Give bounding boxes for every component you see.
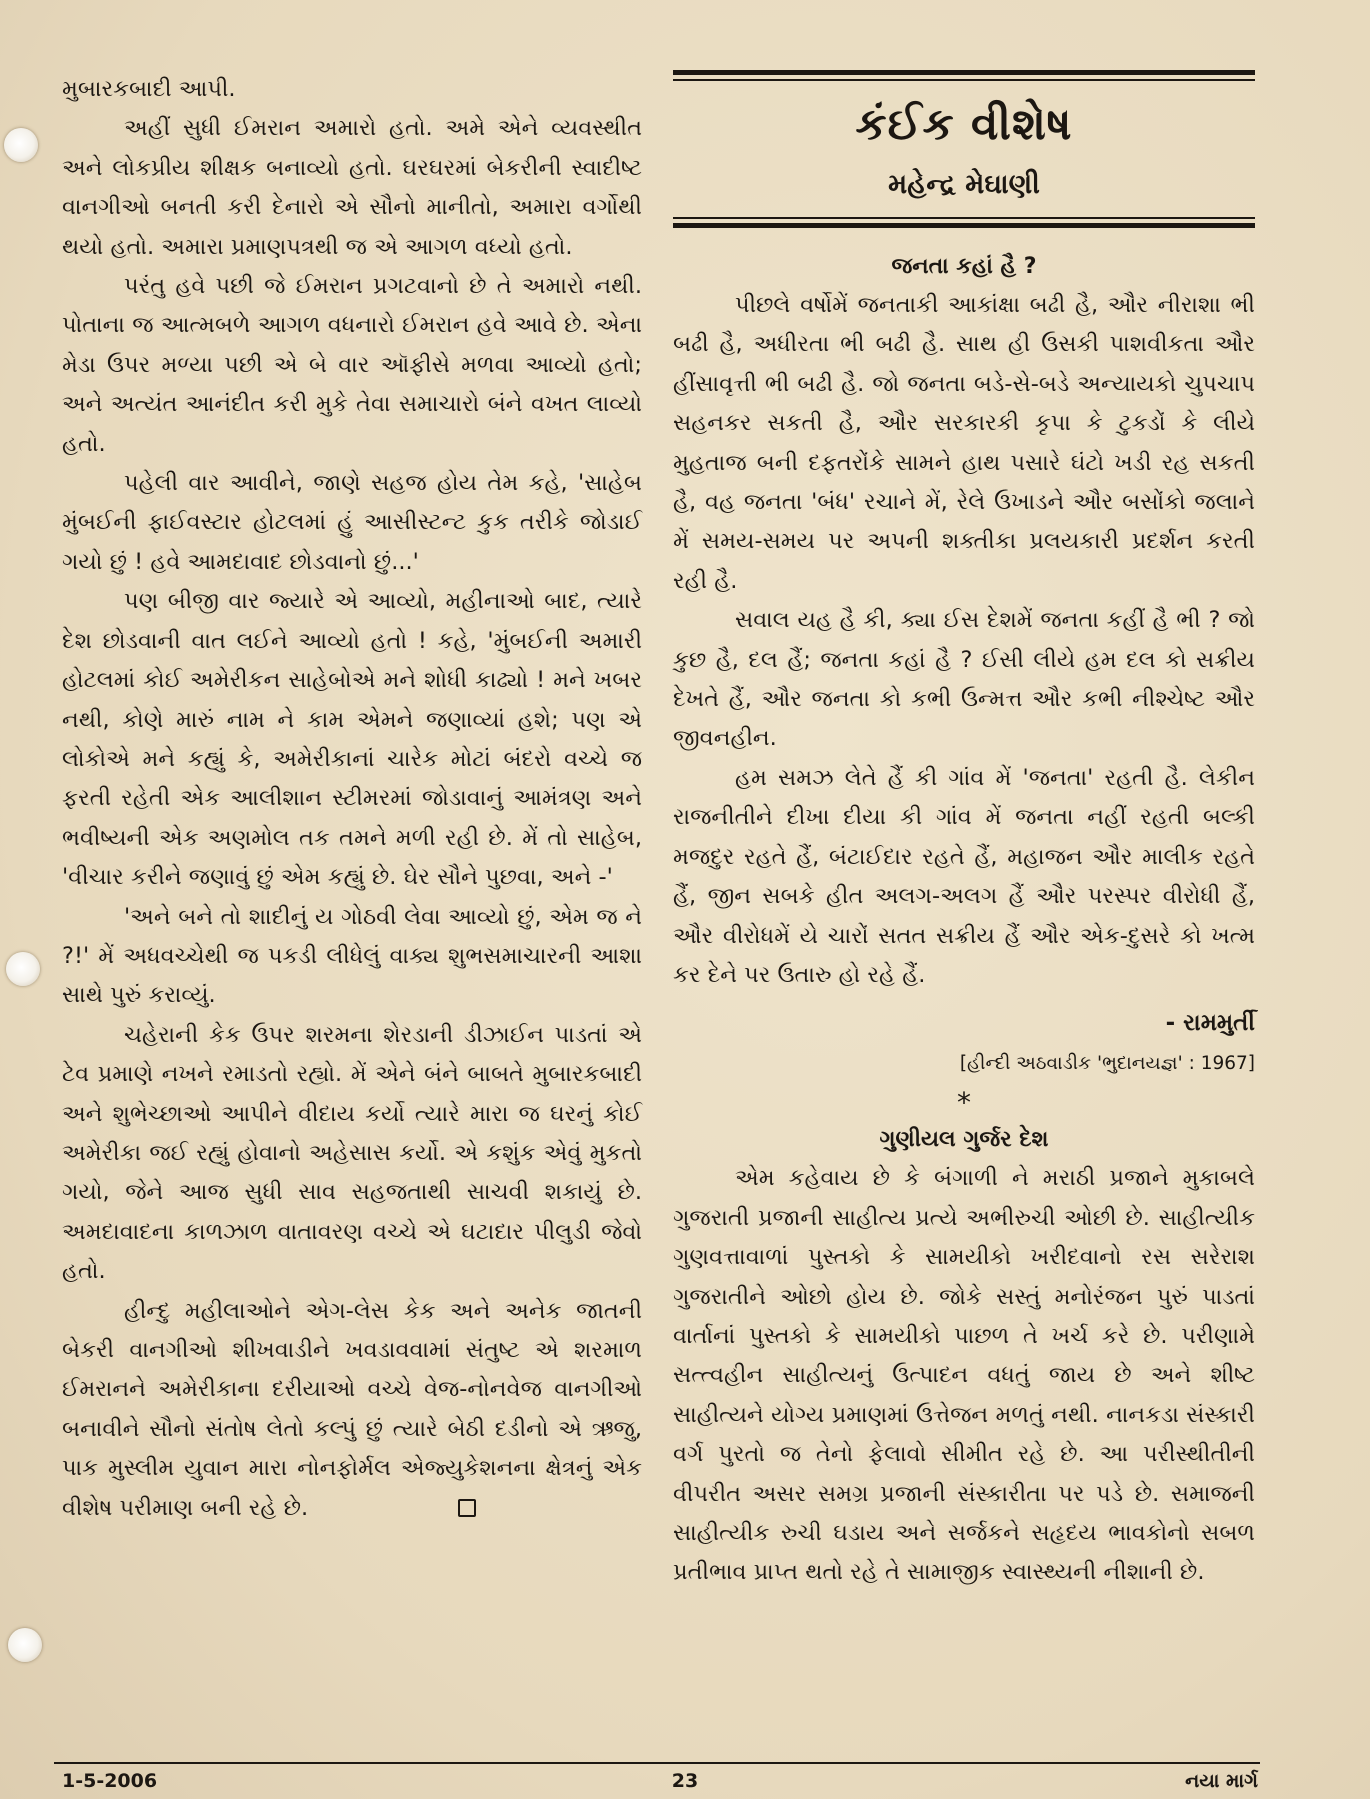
source-citation: [હીન્દી અઠવાડીક 'ભુદાનયજ્ઞ' : 1967] bbox=[959, 1053, 1255, 1075]
column-title: કંઈક વીશેષ bbox=[855, 99, 1073, 150]
right-column bbox=[673, 70, 1255, 1593]
footer-date: 1-5-2006 bbox=[62, 1770, 158, 1792]
column-author: મહેન્દ્ર મેઘાણી bbox=[888, 169, 1040, 200]
paragraph: પીછલે વર્ષોમેં જનતાકી આકાંક્ષા બઢી હૈ, ઔર નીરાશા ભી બઢી હૈ, અધીરતા ભી બઢી હૈ. સાથ હી ઉસકી પાશવીકતા ઔર હીંસાવૃત્તી ભી બઢી હૈ. જો જનતા બડે-સે-બડે અન્યાયકો ચુપચાપ સહનકર સકતી હૈ, ઔર સરકારકી કૃપા કે ટુકડોં કે લીયે મુહતાજ બની દફતરોંકે સામને હાથ પસારે ઘંટો ખડી રહ સકતી હૈ, વહ જનતા 'બંધ' રચાને મેં, રેલે ઉખાડને ઔર બસોંકો જલાને મેં સમય-સમય પર અપની શક્તીકા પ્રલયકારી પ્રદર્શન કરતી રહી હૈ. bbox=[673, 292, 1255, 594]
divider bbox=[673, 223, 1255, 228]
signature: - રામમુર્તી bbox=[1165, 1010, 1255, 1037]
paragraph: મુબારકબાદી આપી. bbox=[62, 76, 236, 102]
punch-hole bbox=[4, 128, 38, 162]
paragraph: સવાલ યહ હૈ કી, ક્યા ઈસ દેશમેં જનતા કહીં હૈ ભી ? જો કુછ હૈ, દલ હૈં; જનતા કહાં હૈ ? ઈસી લીયે હમ દલ કો સક્રીય દેખતે હૈં, ઔર જનતા કો કભી ઉન્મત્ત ઔર કભી નીશ્ચેષ્ટ ઔર જીવનહીન. bbox=[673, 607, 1255, 752]
end-of-article-mark bbox=[458, 1499, 476, 1517]
paragraph: ચહેરાની કેક ઉપર શરમના શેરડાની ડીઝાઈન પાડતાં એ ટેવ પ્રમાણે નખને રમાડતો રહ્યો. મેં એને બંને બાબતે મુબારકબાદી અને શુભેચ્છાઓ આપીને વીદાય કર્યો ત્યારે મારા જ ઘરનું કોઈ અમેરીકા જઈ રહ્યું હોવાનો અહેસાસ કર્યો. એ કશુંક એવું મુકતો ગયો, જેને આજ સુધી સાવ સહજતાથી સાચવી શકાયું છે. અમદાવાદના કાળઝાળ વાતાવરણ વચ્ચે એ ઘટાદાર પીલુડી જેવો હતો. bbox=[62, 1021, 643, 1285]
punch-hole bbox=[8, 1628, 42, 1662]
section-heading: જનતા કહાં હૈ ? bbox=[891, 254, 1037, 279]
paragraph bbox=[62, 1292, 642, 1528]
paragraph-text: હીન્દુ મહીલાઓને એગ-લેસ કેક અને અનેક જાતની બેકરી વાનગીઓ શીખવાડીને ખવડાવવામાં સંતુષ્ટ એ શરમાળ ઈમરાનને અમેરીકાના દરીયાઓ વચ્ચે વેજ-નોનવેજ વાનગીઓ બનાવીને સૌનો સંતોષ લેતો કલ્પું છું ત્યારે બેઠી દડીનો એ ઋજુ, પાક મુસ્લીમ યુવાન મારા નોનફોર્મલ એજ્યુકેશનના ક્ષેત્રનું એક વીશેષ પરીમાણ બની રહે છે. bbox=[62, 1297, 642, 1521]
footer-divider bbox=[54, 1762, 1260, 1764]
paragraph: 'અને બને તો શાદીનું ય ગોઠવી લેવા આવ્યો છું, એમ જ ને ?!' મેં અધવચ્ચેથી જ પકડી લીધેલું વાક્ય શુભસમાચારની આશા સાથે પુરું કરાવ્યું. bbox=[62, 903, 642, 1009]
paragraph: અહીં સુધી ઈમરાન અમારો હતો. અમે એને વ્યવસ્થીત અને લોકપ્રીય શીક્ષક બનાવ્યો હતો. ઘરઘરમાં બેકરીની સ્વાદીષ્ટ વાનગીઓ બનતી કરી દેનારો એ સૌનો માનીતો, અમારા વર્ગોથી થયો હતો. અમારા પ્રમાણપત્રથી જ એ આગળ વધ્યો હતો. bbox=[62, 115, 642, 260]
paragraph: પહેલી વાર આવીને, જાણે સહજ હોય તેમ કહે, 'સાહેબ મુંબઈની ફાઈવસ્ટાર હોટલમાં હું આસીસ્ટન્ટ કુક તરીકે જોડાઈ ગયો છું ! હવે આમદાવાદ છોડવાનો છું...' bbox=[62, 470, 642, 575]
paragraph: એમ કહેવાય છે કે બંગાળી ને મરાઠી પ્રજાને મુકાબલે ગુજરાતી પ્રજાની સાહીત્ય પ્રત્યે અભીરુચી ઓછી છે. સાહીત્યીક ગુણવત્તાવાળાં પુસ્તકો કે સામયીકો ખરીદવાનો રસ સરેરાશ ગુજરાતીને ઓછો હોય છે. જોકે સસ્તું મનોરંજન પુરું પાડતાં વાર્તાનાં પુસ્તકો કે સામયીકો પાછળ તે ખર્ચ કરે છે. પરીણામે સત્ત્વહીન સાહીત્યનું ઉત્પાદન વધતું જાય છે અને શીષ્ટ સાહીત્યને યોગ્ય પ્રમાણમાં ઉત્તેજન મળતું નથી. નાનકડા સંસ્કારી વર્ગ પુરતો જ તેનો ફેલાવો સીમીત રહે છે. આ પરીસ્થીતીની વીપરીત અસર સમગ્ર પ્રજાની સંસ્કારીતા પર પડે છે. સમાજની સાહીત્યીક રુચી ઘડાય અને સર્જકને સહૃદય ભાવકોનો સબળ પ્રતીભાવ પ્રાપ્ત થતો રહે તે સામાજીક સ્વાસ્થ્યની નીશાની છે. bbox=[673, 1165, 1255, 1586]
divider bbox=[673, 79, 1255, 81]
left-column bbox=[62, 70, 642, 1528]
paragraph: પરંતુ હવે પછી જે ઈમરાન પ્રગટવાનો છે તે અમારો નથી. પોતાના જ આત્મબળે આગળ વધનારો ઈમરાન હવે આવે છે. એના મેડા ઉપર મળ્યા પછી એ બે વાર ઑફીસે મળવા આવ્યો હતો; અને અત્યંત આનંદીત કરી મુકે તેવા સમાચારો બંને વખત લાવ્યો હતો. bbox=[62, 273, 642, 457]
asterisk-separator: * bbox=[957, 1086, 971, 1120]
page-number: 23 bbox=[671, 1770, 699, 1792]
punch-hole bbox=[6, 952, 40, 986]
section-heading: ગુણીયલ ગુર્જર દેશ bbox=[879, 1127, 1049, 1153]
paragraph: હમ સમઝ લેતે હૈં કી ગાંવ મેં 'જનતા' રહતી હૈ. લેકીન રાજનીતીને દીખા દીયા કી ગાંવ મેં જનતા નહીં રહતી બલ્કી મજદુર રહતે હૈં, બંટાઈદાર રહતે હૈં, મહાજન ઔર માલીક રહતે હૈં, જીન સબકે હીત અલગ-અલગ હૈં ઔર પરસ્પર વીરોધી હૈં, ઔર વીરોધમેં યે ચારોં સતત સક્રીય હૈં ઔર એક-દુસરે કો ખત્મ કર દેને પર ઉતારુ હો રહે હૈં. bbox=[673, 764, 1255, 988]
paragraph: પણ બીજી વાર જ્યારે એ આવ્યો, મહીનાઓ બાદ, ત્યારે દેશ છોડવાની વાત લઈને આવ્યો હતો ! કહે, 'મુંબઈની અમારી હોટલમાં કોઈ અમેરીકન સાહેબોએ મને શોધી કાઢ્યો ! મને ખબર નથી, કોણે મારું નામ ને કામ એમને જણાવ્યાં હશે; પણ એ લોકોએ મને કહ્યું કે, અમેરીકાનાં ચારેક મોટાં બંદરો વચ્ચે જ ફરતી રહેતી એક આલીશાન સ્ટીમરમાં જોડાવાનું આમંત્રણ અને ભવીષ્યની એક અણમોલ તક તમને મળી રહી છે. મેં તો સાહેબ, 'વીચાર કરીને જણાવું છું એમ કહ્યું છે. ઘેર સૌને પુછવા, અને -' bbox=[62, 588, 642, 891]
magazine-name: નયા માર્ગ bbox=[1185, 1770, 1258, 1792]
